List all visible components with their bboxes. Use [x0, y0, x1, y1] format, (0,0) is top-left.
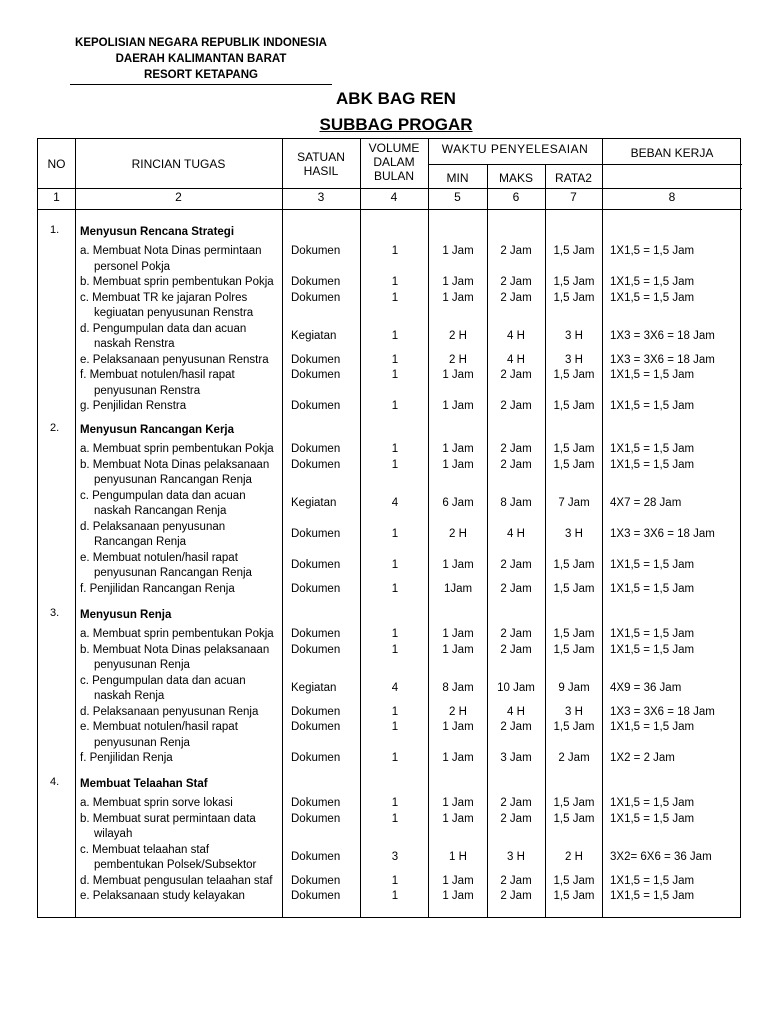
col-number: 2 [175, 190, 182, 204]
cell-maks: 2 Jam [500, 890, 532, 902]
cell-rata: 2 Jam [558, 752, 590, 764]
cell-beban: 1X1,5 = 1,5 Jam [610, 443, 695, 455]
cell-rata: 1,5 Jam [553, 291, 595, 304]
cell-volume: 1 [391, 643, 399, 656]
cell-maks: 4 H [507, 353, 525, 366]
cell-min: 1 Jam [442, 752, 474, 764]
row-divider [38, 209, 742, 210]
task-line-continued: Rancangan Renja [94, 536, 187, 548]
task-line-continued: kegiuatan penyusunan Renstra [94, 307, 254, 319]
task-description [80, 399, 295, 415]
cell-maks: 2 Jam [500, 291, 532, 304]
cell-volume: 1 [391, 400, 399, 412]
header-rata: RATA2 [555, 171, 592, 185]
cell-min: 1 Jam [442, 797, 474, 809]
section-number: 2. [50, 422, 60, 434]
task-line: e. Pelaksanaan penyusunan Renstra [80, 353, 269, 366]
task-line: c. Membuat telaahan staf [80, 843, 210, 856]
task-line: d. Pelaksanaan penyusunan [80, 520, 226, 533]
cell-rata: 1,5 Jam [553, 643, 595, 656]
task-description [80, 812, 295, 843]
cell-maks: 2 Jam [500, 874, 532, 887]
cell-volume: 3 [391, 851, 399, 864]
section-number: 4. [50, 776, 60, 788]
cell-satuan: Dokumen [291, 582, 341, 595]
task-line: g. Penjilidan Renstra [80, 400, 187, 412]
cell-beban: 1X2 = 2 Jam [610, 752, 675, 764]
cell-maks: 2 Jam [500, 812, 532, 825]
cell-rata: 1,5 Jam [553, 582, 595, 595]
task-description [80, 275, 295, 291]
task-line: e. Pelaksanaan study kelayakan [80, 890, 245, 902]
doc-subtitle: SUBBAG PROGAR [319, 115, 473, 134]
task-line-continued: penyusunan Rancangan Renja [94, 474, 252, 486]
cell-satuan: Dokumen [291, 851, 341, 864]
header-satuan: SATUAN HASIL [297, 150, 345, 178]
task-line: b. Membuat surat permintaan data [80, 812, 256, 825]
cell-min: 2 H [449, 528, 467, 541]
header-waktu: WAKTU PENYELESAIAN [441, 142, 589, 156]
task-description [80, 643, 295, 674]
cell-beban: 1X3 = 3X6 = 18 Jam [610, 705, 715, 718]
cell-min: 2 H [449, 330, 467, 343]
cell-maks: 4 H [507, 330, 525, 343]
task-line: e. Membuat notulen/hasil rapat [80, 551, 238, 564]
cell-rata: 9 Jam [558, 682, 590, 695]
cell-volume: 1 [391, 752, 399, 764]
col-number: 7 [570, 190, 577, 204]
task-description [80, 353, 295, 369]
cell-satuan: Dokumen [291, 458, 341, 471]
cell-volume: 1 [391, 890, 399, 902]
header-rincian: RINCIAN TUGAS [131, 157, 226, 171]
task-line-continued: penyusunan Renja [94, 659, 190, 671]
cell-min: 1 Jam [442, 369, 474, 381]
cell-volume: 1 [391, 874, 399, 887]
task-line: a. Membuat sprin pembentukan Pokja [80, 443, 274, 455]
doc-title: ABK BAG REN [336, 89, 456, 108]
row-divider [38, 188, 742, 189]
cell-satuan: Dokumen [291, 721, 341, 733]
task-line: f. Penjilidan Rancangan Renja [80, 582, 235, 595]
col-number: 5 [454, 190, 461, 204]
header-min: MIN [446, 171, 469, 185]
cell-beban: 3X2= 6X6 = 36 Jam [610, 851, 712, 864]
cell-maks: 2 Jam [500, 559, 532, 572]
task-line-continued: penyusunan Rancangan Renja [94, 567, 252, 579]
cell-min: 2 H [449, 353, 467, 366]
task-line: b. Membuat Nota Dinas pelaksanaan [80, 458, 270, 471]
cell-beban: 1X1,5 = 1,5 Jam [610, 400, 695, 412]
cell-maks: 3 Jam [500, 752, 532, 764]
header-maks: MAKS [498, 171, 533, 185]
section-number: 1. [50, 224, 60, 236]
col-number: 8 [668, 190, 676, 204]
cell-beban: 1X1,5 = 1,5 Jam [610, 559, 695, 572]
cell-satuan: Kegiatan [291, 330, 337, 343]
cell-maks: 2 Jam [500, 276, 532, 288]
task-description [80, 551, 295, 582]
cell-min: 2 H [449, 705, 467, 718]
cell-beban: 1X1,5 = 1,5 Jam [610, 643, 695, 656]
cell-satuan: Dokumen [291, 291, 341, 304]
task-description [80, 244, 295, 275]
cell-beban: 1X1,5 = 1,5 Jam [610, 245, 695, 257]
org-line-3: RESORT KETAPANG [144, 69, 258, 81]
row-divider [428, 164, 602, 165]
cell-beban: 4X7 = 28 Jam [610, 497, 682, 510]
task-description [80, 720, 295, 751]
cell-rata: 1,5 Jam [553, 559, 595, 572]
task-line: f. Penjilidan Renja [80, 752, 173, 764]
cell-volume: 1 [391, 721, 399, 733]
cell-rata: 1,5 Jam [553, 797, 595, 809]
cell-volume: 1 [391, 353, 399, 366]
task-line: a. Membuat Nota Dinas permintaan [80, 245, 262, 257]
cell-maks: 4 H [507, 528, 525, 541]
cell-satuan: Dokumen [291, 797, 341, 809]
cell-min: 6 Jam [442, 497, 474, 510]
cell-beban: 1X3 = 3X6 = 18 Jam [610, 330, 715, 343]
cell-min: 1 Jam [442, 812, 474, 825]
cell-maks: 2 Jam [500, 400, 532, 412]
task-line: d. Pengumpulan data dan acuan [80, 322, 247, 335]
cell-maks: 2 Jam [500, 369, 532, 381]
task-description [80, 458, 295, 489]
cell-volume: 1 [391, 291, 399, 304]
cell-satuan: Dokumen [291, 276, 341, 288]
cell-maks: 2 Jam [500, 245, 532, 257]
cell-volume: 1 [391, 330, 399, 343]
org-line-2: DAERAH KALIMANTAN BARAT [115, 53, 287, 65]
workload-table [37, 138, 741, 918]
task-line-continued: naskah Renstra [94, 338, 175, 350]
cell-volume: 1 [391, 458, 399, 471]
cell-satuan: Dokumen [291, 528, 341, 541]
task-line: a. Membuat sprin pembentukan Pokja [80, 628, 274, 640]
section-title: Menyusun Renja [80, 609, 172, 621]
task-line-continued: naskah Rancangan Renja [94, 505, 227, 517]
section-title: Menyusun Rancangan Kerja [80, 424, 235, 436]
cell-min: 1 Jam [442, 245, 474, 257]
cell-maks: 2 Jam [500, 582, 532, 595]
task-description [80, 889, 295, 905]
cell-beban: 1X1,5 = 1,5 Jam [610, 369, 695, 381]
task-description [80, 489, 295, 520]
org-line-1: KEPOLISIAN NEGARA REPUBLIK INDONESIA [75, 37, 327, 49]
cell-min: 1 Jam [442, 291, 474, 304]
cell-satuan: Dokumen [291, 628, 341, 640]
cell-min: 1 Jam [442, 643, 474, 656]
col-divider [75, 139, 76, 917]
cell-rata: 1,5 Jam [553, 276, 595, 288]
cell-rata: 1,5 Jam [553, 628, 595, 640]
cell-satuan: Dokumen [291, 874, 341, 887]
cell-rata: 3 H [565, 705, 583, 718]
cell-beban: 1X1,5 = 1,5 Jam [610, 890, 695, 902]
task-line: d. Pelaksanaan penyusunan Renja [80, 705, 259, 718]
cell-rata: 2 H [565, 851, 583, 864]
cell-maks: 2 Jam [500, 643, 532, 656]
cell-min: 1 Jam [442, 890, 474, 902]
task-line: c. Membuat TR ke jajaran Polres [80, 291, 248, 304]
task-line: e. Membuat notulen/hasil rapat [80, 721, 238, 733]
cell-rata: 1,5 Jam [553, 400, 595, 412]
section-title: Menyusun Rencana Strategi [80, 226, 235, 238]
cell-min: 1 Jam [442, 458, 474, 471]
cell-maks: 4 H [507, 705, 525, 718]
cell-min: 1 Jam [442, 276, 474, 288]
cell-min: 1 Jam [442, 874, 474, 887]
task-line-continued: penyusunan Renstra [94, 384, 201, 397]
cell-min: 1 Jam [442, 443, 474, 455]
cell-beban: 1X1,5 = 1,5 Jam [610, 582, 695, 595]
cell-satuan: Dokumen [291, 890, 341, 902]
task-description [80, 843, 295, 874]
cell-beban: 1X1,5 = 1,5 Jam [610, 628, 695, 640]
cell-rata: 1,5 Jam [553, 874, 595, 887]
header-no: NO [47, 157, 66, 171]
cell-satuan: Dokumen [291, 400, 341, 412]
cell-satuan: Dokumen [291, 443, 341, 455]
task-line-continued: personel Pokja [94, 260, 171, 273]
cell-min: 1 Jam [442, 721, 474, 733]
col-number: 3 [317, 190, 325, 204]
task-description [80, 322, 295, 353]
task-description [80, 705, 295, 721]
cell-volume: 1 [391, 812, 399, 825]
cell-min: 1Jam [443, 582, 473, 595]
cell-min: 1 Jam [442, 628, 474, 640]
cell-volume: 1 [391, 528, 399, 541]
task-line-continued: pembentukan Polsek/Subsektor [94, 859, 257, 871]
task-line: c. Pengumpulan data dan acuan [80, 674, 246, 687]
cell-rata: 1,5 Jam [553, 721, 595, 733]
task-line-continued: wilayah [94, 828, 133, 840]
row-divider [602, 164, 742, 165]
task-description [80, 751, 295, 767]
task-description [80, 796, 295, 812]
cell-maks: 2 Jam [500, 458, 532, 471]
cell-volume: 4 [391, 497, 399, 510]
section-title: Membuat Telaahan Staf [80, 778, 208, 790]
task-line: d. Membuat pengusulan telaahan staf [80, 874, 273, 887]
cell-maks: 3 H [507, 851, 525, 864]
cell-min: 1 Jam [442, 400, 474, 412]
cell-min: 1 Jam [442, 559, 474, 572]
cell-min: 1 H [449, 851, 467, 864]
cell-rata: 1,5 Jam [553, 890, 595, 902]
task-description [80, 368, 295, 399]
cell-satuan: Dokumen [291, 643, 341, 656]
cell-rata: 1,5 Jam [553, 443, 595, 455]
cell-rata: 1,5 Jam [553, 812, 595, 825]
cell-satuan: Dokumen [291, 245, 341, 257]
task-description [80, 291, 295, 322]
cell-maks: 2 Jam [500, 443, 532, 455]
cell-volume: 1 [391, 705, 399, 718]
header-volume: VOLUME DALAM BULAN [368, 141, 420, 183]
cell-rata: 7 Jam [558, 497, 590, 510]
cell-satuan: Dokumen [291, 812, 341, 825]
cell-maks: 2 Jam [500, 797, 532, 809]
cell-rata: 3 H [565, 353, 583, 366]
cell-beban: 1X3 = 3X6 = 18 Jam [610, 353, 715, 366]
cell-volume: 1 [391, 245, 399, 257]
cell-volume: 1 [391, 797, 399, 809]
task-description [80, 520, 295, 551]
task-line: f. Membuat notulen/hasil rapat [80, 369, 235, 381]
task-description [80, 874, 295, 890]
task-line: a. Membuat sprin sorve lokasi [80, 797, 233, 809]
task-description [80, 674, 295, 705]
cell-min: 8 Jam [442, 682, 474, 695]
cell-beban: 1X1,5 = 1,5 Jam [610, 276, 695, 288]
cell-volume: 1 [391, 443, 399, 455]
cell-beban: 1X3 = 3X6 = 18 Jam [610, 528, 715, 541]
task-line: b. Membuat sprin pembentukan Pokja [80, 276, 274, 288]
cell-satuan: Dokumen [291, 559, 341, 572]
cell-volume: 1 [391, 628, 399, 640]
cell-beban: 4X9 = 36 Jam [610, 682, 682, 695]
cell-satuan: Dokumen [291, 705, 341, 718]
cell-satuan: Dokumen [291, 752, 341, 764]
task-line: c. Pengumpulan data dan acuan [80, 489, 246, 502]
cell-beban: 1X1,5 = 1,5 Jam [610, 291, 695, 304]
task-description [80, 442, 295, 458]
cell-volume: 1 [391, 582, 399, 595]
cell-satuan: Kegiatan [291, 682, 337, 695]
org-underline [70, 84, 332, 85]
header-beban: BEBAN KERJA [630, 146, 714, 160]
task-description [80, 582, 295, 598]
cell-maks: 2 Jam [500, 628, 532, 640]
cell-satuan: Dokumen [291, 353, 341, 366]
section-number: 3. [50, 607, 60, 619]
cell-rata: 1,5 Jam [553, 245, 595, 257]
cell-maks: 10 Jam [497, 682, 535, 695]
cell-rata: 1,5 Jam [553, 369, 595, 381]
col-number: 6 [512, 190, 520, 204]
cell-volume: 1 [391, 559, 399, 572]
cell-beban: 1X1,5 = 1,5 Jam [610, 812, 695, 825]
task-line: b. Membuat Nota Dinas pelaksanaan [80, 643, 270, 656]
task-description [80, 627, 295, 643]
cell-maks: 2 Jam [500, 721, 532, 733]
cell-rata: 3 H [565, 330, 583, 343]
cell-beban: 1X1,5 = 1,5 Jam [610, 797, 695, 809]
col-number: 4 [390, 190, 398, 204]
cell-volume: 1 [391, 276, 399, 288]
cell-maks: 8 Jam [500, 497, 532, 510]
task-line-continued: naskah Renja [94, 690, 165, 702]
cell-beban: 1X1,5 = 1,5 Jam [610, 458, 695, 471]
task-line-continued: penyusunan Renja [94, 736, 190, 749]
cell-rata: 3 H [565, 528, 583, 541]
cell-beban: 1X1,5 = 1,5 Jam [610, 874, 695, 887]
cell-satuan: Kegiatan [291, 497, 337, 510]
cell-rata: 1,5 Jam [553, 458, 595, 471]
cell-volume: 1 [391, 369, 399, 381]
cell-beban: 1X1,5 = 1,5 Jam [610, 721, 695, 733]
cell-volume: 4 [391, 682, 399, 695]
cell-satuan: Dokumen [291, 369, 341, 381]
col-number: 1 [53, 190, 60, 204]
